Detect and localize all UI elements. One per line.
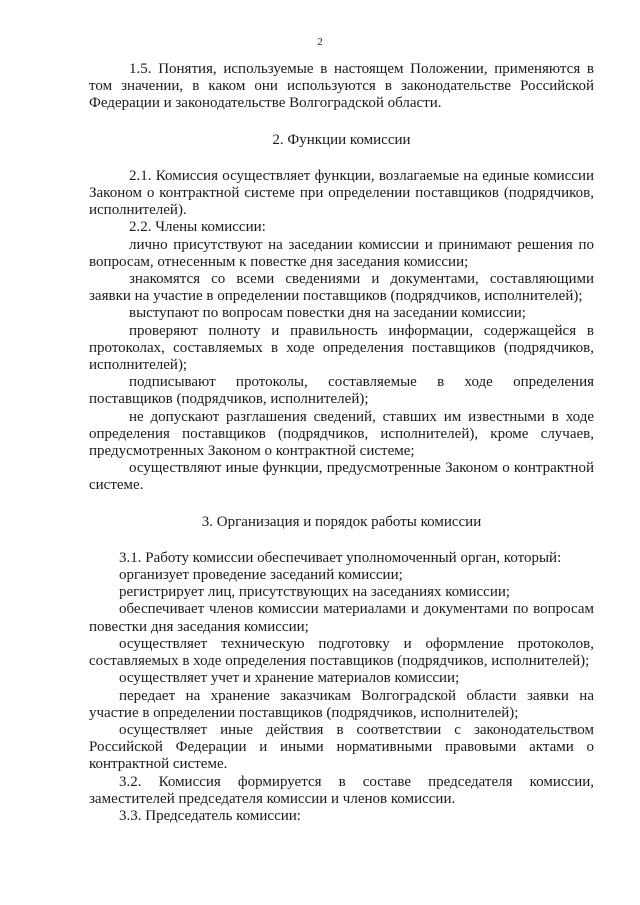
list-item: лично присутствуют на заседании комиссии и принимают решения по вопросам, отнесенным к повестке дня заседания комиссии; bbox=[89, 236, 594, 270]
list-item: подписывают протоколы, составляемые в ходе определения поставщиков (подрядчиков, исполнителей); bbox=[89, 374, 594, 408]
list-item: осуществляют иные функции, предусмотренные Законом о контрактной системе. bbox=[89, 460, 594, 494]
list-item: организует проведение заседаний комиссии; bbox=[119, 567, 403, 584]
paragraph-3-2: 3.2. Комиссия формируется в составе председателя комиссии, заместителей председателя комиссии и членов комиссии. bbox=[89, 773, 594, 807]
paragraph-3-3: 3.3. Председатель комиссии: bbox=[119, 807, 301, 824]
list-item: регистрирует лиц, присутствующих на заседаниях комиссии; bbox=[119, 584, 511, 601]
paragraph-3-1: 3.1. Работу комиссии обеспечивает уполномоченный орган, который: bbox=[119, 549, 562, 566]
section-3-heading: 3. Организация и порядок работы комиссии bbox=[201, 513, 482, 530]
paragraph-2-2: 2.2. Члены комиссии: bbox=[129, 219, 266, 236]
list-item: осуществляет учет и хранение материалов комиссии; bbox=[119, 670, 460, 687]
list-item: обеспечивает членов комиссии материалами и документами по вопросам повестки дня заседания комиссии; bbox=[89, 601, 594, 635]
list-item: проверяют полноту и правильность информации, содержащейся в протоколах, составляемых в ходе определения поставщиков (подрядчиков, исполнителей); bbox=[89, 322, 594, 374]
list-item: передает на хранение заказчикам Волгоградской области заявки на участие в определении поставщиков (подрядчиков, исполнителей); bbox=[89, 687, 594, 721]
paragraph-1-5: 1.5. Понятия, используемые в настоящем Положении, применяются в том значении, в каком они используются в законодательстве Российской Федерации и законодательстве Волгоградской области. bbox=[89, 61, 594, 112]
list-item: не допускают разглашения сведений, ставших им известными в ходе определения поставщиков (подрядчиков, исполнителей), кроме случаев, предусмотренных Законом о контрактной системе; bbox=[89, 408, 594, 460]
document-body bbox=[89, 61, 594, 825]
page-number: 2 bbox=[317, 36, 323, 48]
paragraph-2-1: 2.1. Комиссия осуществляет функции, возлагаемые на единые комиссии Законом о контрактной системе при определении поставщиков (подрядчиков, исполнителей). bbox=[89, 167, 594, 219]
list-item: знакомятся со всеми сведениями и документами, составляющими заявки на участие в определении поставщиков (подрядчиков, исполнителей); bbox=[89, 271, 594, 305]
list-item: осуществляет иные действия в соответствии с законодательством Российской Федерации и иными нормативными правовыми актами о контрактной системе. bbox=[89, 721, 594, 773]
list-item: выступают по вопросам повестки дня на заседании комиссии; bbox=[129, 305, 526, 322]
section-2-heading: 2. Функции комиссии bbox=[272, 131, 411, 148]
list-item: осуществляет техническую подготовку и оформление протоколов, составляемых в ходе определения поставщиков (подрядчиков, исполнителей); bbox=[89, 635, 594, 670]
